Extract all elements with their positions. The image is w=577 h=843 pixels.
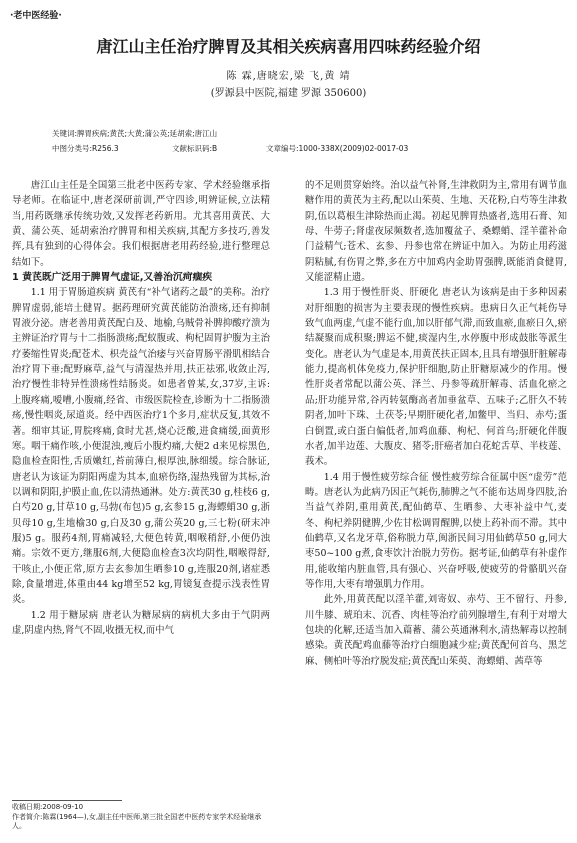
subsection-1-2: 1.2 用于糖尿病 唐老认为糖尿病的病机大多由于气阴两虚,阴虚内热,肾气不固,收摄无权,而中气 xyxy=(12,609,270,636)
right-column xyxy=(305,178,567,669)
continued-paragraph: 的不足则贯穿始终。治以益气补肾,生津救阴为主,常用有调节血糖作用的黄芪为主药,配以山茱萸、生地、天花粉,白芍等生津救阴,伍以葛根生津除热而止渴。初起见脾胃热盛者,选用石膏、知母、牛蒡子;肾虚夜尿频数者,选加覆盆子、桑螵蛸、淫羊藿补命门益精气;苍术、玄参、丹参也常在辨证中加入。为防止用药滋阴粘腻,有伤胃之弊,多在方中加鸡内金助胃强脾,既能消食健胃,又能涩精止遗。 xyxy=(305,180,567,284)
footnote-divider xyxy=(12,800,122,801)
subsection-1-1: 1.1 用于胃肠道疾病 黄芪有“补气诸药之最”的美称。治疗脾胃虚弱,能培土健胃。据药理研究黄芪能防治溃疡,还有抑制胃液分泌。唐老善用黄芪配白及、地榆,乌贼骨补脾抑酸疗溃为主辨证治疗胃与十二指肠溃疡;配蚁腹或、枸杞固胃护腹为主治疗萎缩性胃炎;配苍术、枳壳益气治痿与兴奋胃肠平滑肌相结合治疗胃下垂;配野麻草,益气与清湿热并用,扶正祛邪,收敛止泻,治疗慢性非特异性溃疡性结肠炎。如患者曾某,女,37岁,主诉:上腹疼痛,嗳嘈,小腹痛,经省、市级医院检查,诊断为十二指肠溃疡,慢性咽炎,尿道炎。经中西医治疗1个多月,症状反复,其效不著。细审其证,胃脘疼痛,食时尤甚,烧心泛酸,进食痛缓,面黄形寒。咽干痛作咳,小便混浊,瘦后小腹灼痛,大便2 d来见棕黑色,隐血检查阳性,舌质嫩红,苔前薄白,根厚浊,脉细缓。综合脉证,唐老认为该证为阴阳两虚为其本,血瘀伤络,湿热残留为其标,治以调和阴阳,护膜止血,佐以清热通淋。处方:黄芪30 g,桂枝6 g,白芍20 g,甘草10 g,马勃(布包)5 g,玄参15 g,海螵蛸30 g,浙贝母10 g,生地榆30 g,白及30 g,蒲公英20 g,三七粉(研末冲服)5 g。服药4剂,胃痛减轻,大便色转黄,咽喉稍舒,小便仍浊痛。宗效不更方,继服6剂,大便隐血检查3次均阴性,咽喉得舒,干咳止,小便正常,原方去玄参加生晒参10 g,连服20剂,诸症悉除,食量增进,体重由44 kg增至52 kg,胃镜复查提示浅表性胃炎。 xyxy=(12,287,270,606)
document-code: 文献标识码:B xyxy=(172,144,218,153)
subsection-1-3: 1.3 用于慢性肝炎、肝硬化 唐老认为该病是由于多种因素对肝细胞的损害为主要表现的慢性疾病。患病日久正气耗伤导致气血两虚,气虚不能行血,加以肝郁气滞,而致血瘀,血瘀日久,瘀结凝聚而成积聚;脾运不健,痰湿内生,水停腹中形成鼓胀等派生变化。唐老认为气虚是本,用黄芪扶正固本,且具有增强肝脏解毒能力,提高机体免疫力,保护肝细胞,防止肝糖原减少的作用。慢性肝炎者常配以蒲公英、泽兰、丹参等疏肝解毒、活血化瘀之品;肝功能异常,谷丙转氨酶高者加垂盆草、五味子;乙肝久不转阴者,加叶下珠、土茯苓;早期肝硬化者,加鳖甲、当归、赤芍;蛋白倒置,或白蛋白偏低者,加鸡血藤、枸杞、何首乌;肝硬化伴腹水者,加半边莲、大腹皮、猪苓;肝癌者加白花蛇舌草、半枝莲、莪术。 xyxy=(305,287,567,468)
article-number: 文章编号:1000-338X(2009)02-0017-03 xyxy=(266,144,409,153)
other-uses-paragraph: 此外,用黄芪配以淫羊藿,刘寄奴、赤芍、王不留行、丹参,川牛膝、琥珀末、沉香、肉桂等治疗前列腺增生,有利于对增大包块的化解,还适当加入萹蓄、蒲公英通淋利水,清热解毒以控制感染。黄芪配鸡血藤等治疗白细胞减少症;黄芪配何首乌、黑芝麻、侧柏叶等治疗脱发症;黄芪配山茱萸、海螵蛸、茜草等 xyxy=(305,594,567,667)
intro-paragraph: 唐江山主任是全国第三批老中医药专家、学术经验继承指导老师。在临证中,唐老深研前训,严守四诊,明辨证候,立法精当,用药既继承传统功效,又发挥老药新用。尤其喜用黄芪、大黄、蒲公英、延胡索治疗脾胃和相关疾病,其配方多技巧,善发挥,具有独到的心得体会。我们根据唐老用药经验,进行整理总结如下。 xyxy=(12,180,270,268)
section-label: ·老中医经验· xyxy=(10,11,62,21)
author-list: 陈 霖,唐晓宏,梁 飞,黄 靖 xyxy=(226,71,351,82)
subsection-1-4: 1.4 用于慢性疲劳综合征 慢性疲劳综合征属中医“虚劳”范畴。唐老认为此病乃因正气耗伤,肺脾之气不能布达周身四肢,治当益气养阴,重用黄芪,配仙鹤草、生晒参、大枣补益中气,麦冬、枸杞养阴健脾,少佐甘松调胃醒脾,以使上药补而不滞。其中仙鹤草,又名龙牙草,俗称脱力草,闽浙民间习用仙鹤草50 g,同大枣50~100 g煮,食枣饮汁治脱力劳伤。据考证,仙鹤草有补虚作用,能收缩内脏血管,具有强心、兴奋呼吸,使疲劳的骨骼肌兴奋等作用,大枣有增强肌力作用。 xyxy=(305,471,567,590)
author-affiliation: (罗源县中医院,福建 罗源 350600) xyxy=(210,88,367,99)
left-column xyxy=(12,178,270,638)
section-heading-1: 1 黄芪既广泛用于脾胃气虚证,又善治沉疴痼疾 xyxy=(12,272,213,284)
author-info: 作者简介:陈霖(1964—),女,副主任中医师,第三批全国老中医药专家学术经验继承人。 xyxy=(12,813,262,830)
classification-number: 中图分类号:R256.3 xyxy=(52,144,119,153)
keywords: 关键词:脾胃疾病;黄芪;大黄;蒲公英;延胡索;唐江山 xyxy=(52,129,218,138)
article-title: 唐江山主任治疗脾胃及其相关疾病喜用四味药经验介绍 xyxy=(96,37,481,56)
received-date: 收稿日期:2008-09-10 xyxy=(12,803,84,811)
